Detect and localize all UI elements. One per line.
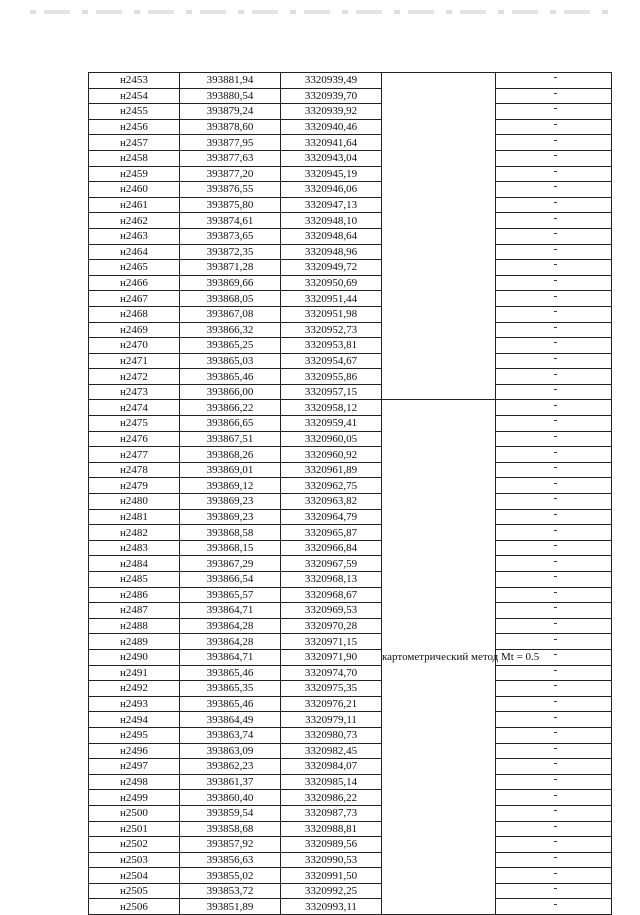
- y-coordinate-cell: 3320948,96: [281, 244, 382, 260]
- x-coordinate-cell: 393867,29: [180, 556, 281, 572]
- dash-mark: -: [553, 118, 558, 131]
- x-coordinate-cell: 393878,60: [180, 119, 281, 135]
- table-row: [89, 400, 612, 416]
- table-row: [89, 369, 612, 385]
- x-coordinate-cell: 393872,35: [180, 244, 281, 260]
- table-row: [89, 275, 612, 291]
- x-coordinate-cell: 393861,37: [180, 774, 281, 790]
- point-id-cell: н2487: [89, 603, 180, 619]
- dash-mark: -: [553, 695, 558, 708]
- y-coordinate-cell: 3320947,13: [281, 197, 382, 213]
- table-row: [89, 727, 612, 743]
- x-coordinate-cell: 393856,63: [180, 852, 281, 868]
- y-coordinate-cell: 3320979,11: [281, 712, 382, 728]
- y-coordinate-cell: 3320993,11: [281, 899, 382, 915]
- y-coordinate-cell: 3320941,64: [281, 135, 382, 151]
- point-id-cell: н2502: [89, 837, 180, 853]
- y-coordinate-cell: 3320967,59: [281, 556, 382, 572]
- dash-mark: -: [553, 850, 558, 863]
- table-row: [89, 73, 612, 89]
- y-coordinate-cell: 3320968,67: [281, 587, 382, 603]
- x-coordinate-cell: 393864,28: [180, 618, 281, 634]
- dash-mark: -: [553, 71, 558, 84]
- method-cell-empty: [382, 73, 496, 400]
- x-coordinate-cell: 393874,61: [180, 213, 281, 229]
- point-id-cell: н2482: [89, 525, 180, 541]
- point-id-cell: н2463: [89, 228, 180, 244]
- y-coordinate-cell: 3320962,75: [281, 478, 382, 494]
- x-coordinate-cell: 393868,15: [180, 540, 281, 556]
- x-coordinate-cell: 393864,71: [180, 603, 281, 619]
- y-coordinate-cell: 3320939,92: [281, 104, 382, 120]
- x-coordinate-cell: 393865,46: [180, 696, 281, 712]
- table-row: [89, 759, 612, 775]
- dash-mark: -: [553, 351, 558, 364]
- point-id-cell: н2455: [89, 104, 180, 120]
- x-coordinate-cell: 393879,24: [180, 104, 281, 120]
- dash-mark: -: [553, 196, 558, 209]
- table-row: [89, 696, 612, 712]
- coordinates-table-body: [89, 73, 612, 915]
- x-coordinate-cell: 393876,55: [180, 182, 281, 198]
- y-coordinate-cell: 3320951,98: [281, 306, 382, 322]
- x-coordinate-cell: 393877,20: [180, 166, 281, 182]
- table-row: [89, 135, 612, 151]
- dash-mark: -: [553, 398, 558, 411]
- point-id-cell: н2501: [89, 821, 180, 837]
- dash-mark: -: [553, 164, 558, 177]
- point-id-cell: н2464: [89, 244, 180, 260]
- x-coordinate-cell: 393865,35: [180, 681, 281, 697]
- x-coordinate-cell: 393875,80: [180, 197, 281, 213]
- dash-mark: -: [553, 429, 558, 442]
- table-row: [89, 244, 612, 260]
- y-coordinate-cell: 3320974,70: [281, 665, 382, 681]
- point-id-cell: н2459: [89, 166, 180, 182]
- table-row: [89, 572, 612, 588]
- y-coordinate-cell: 3320963,82: [281, 494, 382, 510]
- y-coordinate-cell: 3320958,12: [281, 400, 382, 416]
- table-row: [89, 790, 612, 806]
- point-id-cell: н2492: [89, 681, 180, 697]
- x-coordinate-cell: 393864,71: [180, 649, 281, 665]
- y-coordinate-cell: 3320955,86: [281, 369, 382, 385]
- point-id-cell: н2475: [89, 416, 180, 432]
- x-coordinate-cell: 393865,57: [180, 587, 281, 603]
- point-id-cell: н2474: [89, 400, 180, 416]
- point-id-cell: н2467: [89, 291, 180, 307]
- x-coordinate-cell: 393863,74: [180, 727, 281, 743]
- x-coordinate-cell: 393860,40: [180, 790, 281, 806]
- x-coordinate-cell: 393857,92: [180, 837, 281, 853]
- x-coordinate-cell: 393866,54: [180, 572, 281, 588]
- dash-mark: -: [553, 741, 558, 754]
- table-row: [89, 774, 612, 790]
- y-coordinate-cell: 3320984,07: [281, 759, 382, 775]
- dash-mark: -: [553, 320, 558, 333]
- table-row: [89, 556, 612, 572]
- table-row: [89, 322, 612, 338]
- y-coordinate-cell: 3320945,19: [281, 166, 382, 182]
- point-id-cell: н2462: [89, 213, 180, 229]
- point-id-cell: н2476: [89, 431, 180, 447]
- dash-mark: -: [553, 726, 558, 739]
- table-row: [89, 540, 612, 556]
- point-id-cell: н2495: [89, 727, 180, 743]
- y-coordinate-cell: 3320968,13: [281, 572, 382, 588]
- dash-mark: -: [553, 601, 558, 614]
- dash-mark: -: [553, 211, 558, 224]
- x-coordinate-cell: 393865,25: [180, 338, 281, 354]
- point-id-cell: н2489: [89, 634, 180, 650]
- dash-mark: -: [553, 86, 558, 99]
- x-coordinate-cell: 393869,66: [180, 275, 281, 291]
- point-id-cell: н2493: [89, 696, 180, 712]
- dash-mark: -: [553, 133, 558, 146]
- y-coordinate-cell: 3320976,21: [281, 696, 382, 712]
- y-coordinate-cell: 3320988,81: [281, 821, 382, 837]
- dash-mark: -: [553, 149, 558, 162]
- x-coordinate-cell: 393871,28: [180, 260, 281, 276]
- table-row: [89, 119, 612, 135]
- dash-mark: -: [553, 258, 558, 271]
- table-row: [89, 416, 612, 432]
- point-id-cell: н2486: [89, 587, 180, 603]
- point-id-cell: н2465: [89, 260, 180, 276]
- point-id-cell: н2468: [89, 306, 180, 322]
- y-coordinate-cell: 3320946,06: [281, 182, 382, 198]
- y-coordinate-cell: 3320982,45: [281, 743, 382, 759]
- table-row: [89, 166, 612, 182]
- y-coordinate-cell: 3320948,64: [281, 228, 382, 244]
- point-id-cell: н2456: [89, 119, 180, 135]
- table-row: [89, 353, 612, 369]
- y-coordinate-cell: 3320943,04: [281, 150, 382, 166]
- y-coordinate-cell: 3320961,89: [281, 462, 382, 478]
- y-coordinate-cell: 3320970,28: [281, 618, 382, 634]
- table-row: [89, 431, 612, 447]
- table-row: [89, 150, 612, 166]
- dash-mark: -: [553, 804, 558, 817]
- table-row: [89, 291, 612, 307]
- point-id-cell: н2490: [89, 649, 180, 665]
- table-row: [89, 182, 612, 198]
- x-coordinate-cell: 393866,22: [180, 400, 281, 416]
- x-coordinate-cell: 393855,02: [180, 868, 281, 884]
- point-id-cell: н2496: [89, 743, 180, 759]
- x-coordinate-cell: 393863,09: [180, 743, 281, 759]
- x-coordinate-cell: 393866,65: [180, 416, 281, 432]
- dash-mark: -: [553, 554, 558, 567]
- point-id-cell: н2494: [89, 712, 180, 728]
- point-id-cell: н2497: [89, 759, 180, 775]
- dash-mark: -: [553, 102, 558, 115]
- point-id-cell: н2470: [89, 338, 180, 354]
- table-row: [89, 634, 612, 650]
- dash-mark: -: [553, 305, 558, 318]
- dash-mark: -: [553, 476, 558, 489]
- y-coordinate-cell: 3320966,84: [281, 540, 382, 556]
- table-row: [89, 88, 612, 104]
- table-row: [89, 603, 612, 619]
- table-row: [89, 462, 612, 478]
- point-id-cell: н2498: [89, 774, 180, 790]
- dash-mark: -: [553, 632, 558, 645]
- table-row: [89, 681, 612, 697]
- table-row: [89, 525, 612, 541]
- table-row: [89, 899, 612, 915]
- y-coordinate-cell: 3320960,92: [281, 447, 382, 463]
- x-coordinate-cell: 393864,28: [180, 634, 281, 650]
- point-id-cell: н2472: [89, 369, 180, 385]
- y-coordinate-cell: 3320969,53: [281, 603, 382, 619]
- point-id-cell: н2506: [89, 899, 180, 915]
- point-id-cell: н2457: [89, 135, 180, 151]
- y-coordinate-cell: 3320959,41: [281, 416, 382, 432]
- dash-mark: -: [553, 445, 558, 458]
- dash-mark: -: [553, 461, 558, 474]
- x-coordinate-cell: 393877,95: [180, 135, 281, 151]
- point-id-cell: н2481: [89, 509, 180, 525]
- table-row: [89, 743, 612, 759]
- y-coordinate-cell: 3320950,69: [281, 275, 382, 291]
- y-coordinate-cell: 3320971,90: [281, 649, 382, 665]
- table-row: [89, 805, 612, 821]
- dash-mark: -: [553, 757, 558, 770]
- dash-mark: -: [553, 242, 558, 255]
- dash-mark: -: [553, 274, 558, 287]
- dash-mark: -: [553, 788, 558, 801]
- x-coordinate-cell: 393873,65: [180, 228, 281, 244]
- dash-mark: -: [553, 367, 558, 380]
- table-row: [89, 509, 612, 525]
- dash-mark: -: [553, 866, 558, 879]
- method-label: картометрический метод Mt = 0.5: [382, 651, 540, 664]
- point-id-cell: н2504: [89, 868, 180, 884]
- y-coordinate-cell: 3320964,79: [281, 509, 382, 525]
- y-coordinate-cell: 3320960,05: [281, 431, 382, 447]
- y-coordinate-cell: 3320991,50: [281, 868, 382, 884]
- dash-mark: -: [553, 289, 558, 302]
- point-id-cell: н2460: [89, 182, 180, 198]
- table-row: [89, 447, 612, 463]
- x-coordinate-cell: 393869,12: [180, 478, 281, 494]
- point-id-cell: н2479: [89, 478, 180, 494]
- table-row: [89, 213, 612, 229]
- table-row: [89, 868, 612, 884]
- table-row: [89, 587, 612, 603]
- x-coordinate-cell: 393865,46: [180, 369, 281, 385]
- y-coordinate-cell: 3320987,73: [281, 805, 382, 821]
- point-id-cell: н2499: [89, 790, 180, 806]
- point-id-cell: н2477: [89, 447, 180, 463]
- dash-mark: -: [553, 507, 558, 520]
- scan-header-artifact: [30, 10, 610, 14]
- y-coordinate-cell: 3320940,46: [281, 119, 382, 135]
- y-coordinate-cell: 3320990,53: [281, 852, 382, 868]
- y-coordinate-cell: 3320989,56: [281, 837, 382, 853]
- y-coordinate-cell: 3320948,10: [281, 213, 382, 229]
- point-id-cell: н2453: [89, 73, 180, 89]
- dash-mark: -: [553, 492, 558, 505]
- table-row: [89, 494, 612, 510]
- x-coordinate-cell: 393880,54: [180, 88, 281, 104]
- x-coordinate-cell: 393853,72: [180, 883, 281, 899]
- point-id-cell: н2488: [89, 618, 180, 634]
- point-id-cell: н2503: [89, 852, 180, 868]
- y-coordinate-cell: 3320980,73: [281, 727, 382, 743]
- dash-mark: -: [553, 648, 558, 661]
- point-id-cell: н2505: [89, 883, 180, 899]
- x-coordinate-cell: 393867,51: [180, 431, 281, 447]
- dash-mark: -: [553, 414, 558, 427]
- table-row: [89, 228, 612, 244]
- point-id-cell: н2484: [89, 556, 180, 572]
- x-coordinate-cell: 393858,68: [180, 821, 281, 837]
- dash-mark: -: [553, 585, 558, 598]
- x-coordinate-cell: 393862,23: [180, 759, 281, 775]
- accuracy-cell: [496, 899, 612, 915]
- point-id-cell: н2471: [89, 353, 180, 369]
- y-coordinate-cell: 3320971,15: [281, 634, 382, 650]
- y-coordinate-cell: 3320965,87: [281, 525, 382, 541]
- point-id-cell: н2473: [89, 384, 180, 400]
- point-id-cell: н2500: [89, 805, 180, 821]
- table-row: [89, 618, 612, 634]
- dash-mark: -: [553, 539, 558, 552]
- table-row: [89, 338, 612, 354]
- dash-mark: -: [553, 835, 558, 848]
- dash-mark: -: [553, 336, 558, 349]
- x-coordinate-cell: 393866,32: [180, 322, 281, 338]
- x-coordinate-cell: 393869,23: [180, 494, 281, 510]
- table-row: [89, 197, 612, 213]
- point-id-cell: н2483: [89, 540, 180, 556]
- table-row: [89, 712, 612, 728]
- table-row: [89, 665, 612, 681]
- y-coordinate-cell: 3320975,35: [281, 681, 382, 697]
- y-coordinate-cell: 3320952,73: [281, 322, 382, 338]
- x-coordinate-cell: 393868,26: [180, 447, 281, 463]
- table-row: [89, 837, 612, 853]
- x-coordinate-cell: 393865,46: [180, 665, 281, 681]
- dash-mark: -: [553, 679, 558, 692]
- method-cell: [382, 400, 540, 915]
- x-coordinate-cell: 393865,03: [180, 353, 281, 369]
- dash-mark: -: [553, 227, 558, 240]
- table-row: [89, 384, 612, 400]
- dash-mark: -: [553, 773, 558, 786]
- y-coordinate-cell: 3320992,25: [281, 883, 382, 899]
- y-coordinate-cell: 3320939,70: [281, 88, 382, 104]
- point-id-cell: н2458: [89, 150, 180, 166]
- x-coordinate-cell: 393869,01: [180, 462, 281, 478]
- y-coordinate-cell: 3320986,22: [281, 790, 382, 806]
- x-coordinate-cell: 393866,00: [180, 384, 281, 400]
- x-coordinate-cell: 393851,89: [180, 899, 281, 915]
- point-id-cell: н2466: [89, 275, 180, 291]
- point-id-cell: н2491: [89, 665, 180, 681]
- dash-mark: -: [553, 383, 558, 396]
- dash-mark: -: [553, 663, 558, 676]
- y-coordinate-cell: 3320949,72: [281, 260, 382, 276]
- x-coordinate-cell: 393881,94: [180, 73, 281, 89]
- dash-mark: -: [553, 897, 558, 910]
- point-id-cell: н2478: [89, 462, 180, 478]
- x-coordinate-cell: 393868,05: [180, 291, 281, 307]
- y-coordinate-cell: 3320985,14: [281, 774, 382, 790]
- dash-mark: -: [553, 710, 558, 723]
- point-id-cell: н2469: [89, 322, 180, 338]
- y-coordinate-cell: 3320957,15: [281, 384, 382, 400]
- x-coordinate-cell: 393868,58: [180, 525, 281, 541]
- table-row: [89, 260, 612, 276]
- x-coordinate-cell: 393867,08: [180, 306, 281, 322]
- table-row: [89, 478, 612, 494]
- table-row: [89, 306, 612, 322]
- y-coordinate-cell: 3320954,67: [281, 353, 382, 369]
- table-row: [89, 821, 612, 837]
- point-id-cell: н2461: [89, 197, 180, 213]
- dash-mark: -: [553, 819, 558, 832]
- table-row: [89, 852, 612, 868]
- table-row: [89, 883, 612, 899]
- x-coordinate-cell: 393864,49: [180, 712, 281, 728]
- y-coordinate-cell: 3320951,44: [281, 291, 382, 307]
- x-coordinate-cell: 393859,54: [180, 805, 281, 821]
- dash-mark: -: [553, 523, 558, 536]
- x-coordinate-cell: 393877,63: [180, 150, 281, 166]
- y-coordinate-cell: 3320953,81: [281, 338, 382, 354]
- point-id-cell: н2480: [89, 494, 180, 510]
- y-coordinate-cell: 3320939,49: [281, 73, 382, 89]
- x-coordinate-cell: 393869,23: [180, 509, 281, 525]
- point-id-cell: н2454: [89, 88, 180, 104]
- point-id-cell: н2485: [89, 572, 180, 588]
- dash-mark: -: [553, 882, 558, 895]
- dash-mark: -: [553, 617, 558, 630]
- coordinates-table: [88, 72, 612, 915]
- dash-mark: -: [553, 180, 558, 193]
- dash-mark: -: [553, 570, 558, 583]
- table-row: [89, 104, 612, 120]
